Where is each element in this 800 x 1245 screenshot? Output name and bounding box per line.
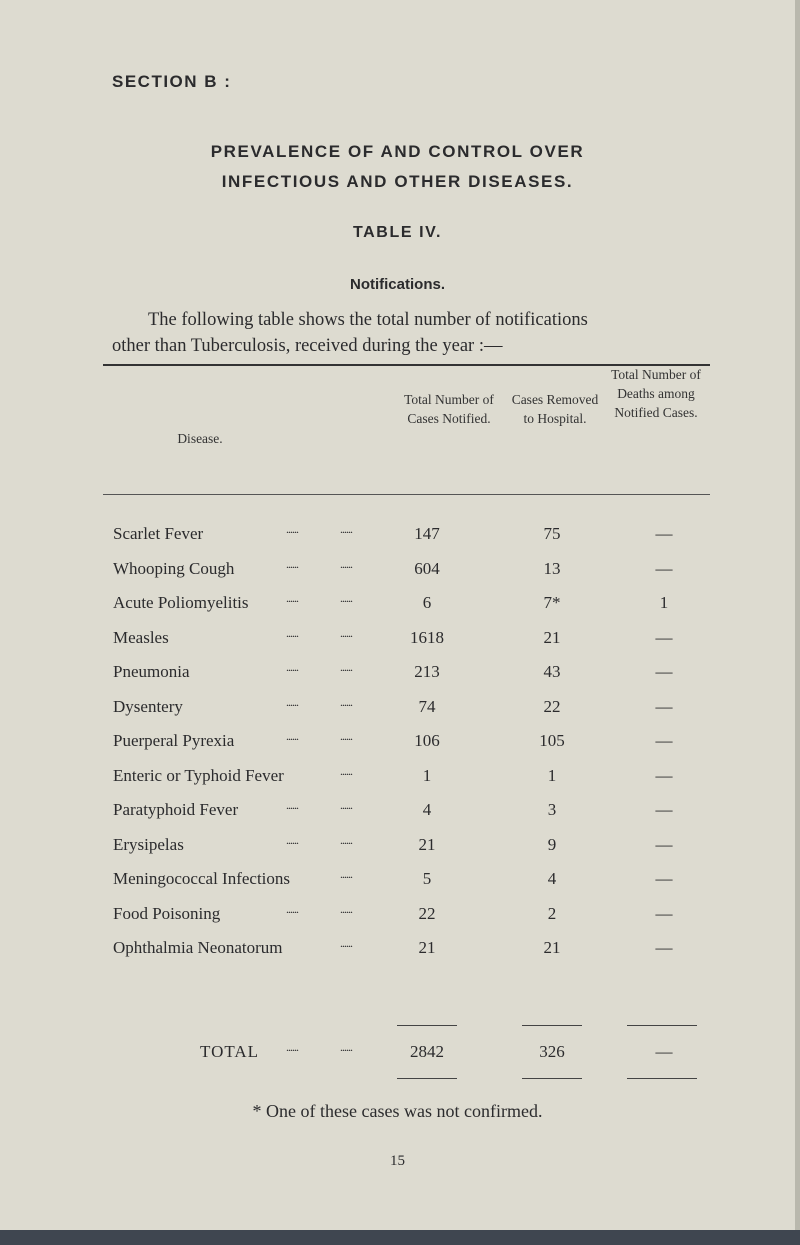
disease-name: Erysipelas xyxy=(113,834,184,854)
disease-name: Food Poisoning xyxy=(113,903,221,923)
cases-notified: 21 xyxy=(418,938,436,957)
table-title: TABLE IV. xyxy=(352,224,443,241)
table-row xyxy=(0,763,795,794)
cases-removed: 43 xyxy=(543,662,561,681)
leader-dots: ...... xyxy=(340,798,352,812)
cases-notified: 147 xyxy=(414,524,440,543)
cases-notified: 5 xyxy=(422,869,432,888)
leader-dots: ...... xyxy=(340,660,352,674)
leader-dots: ...... xyxy=(340,867,352,881)
table-row xyxy=(0,901,795,932)
main-heading-line-2: INFECTIOUS AND OTHER DISEASES. xyxy=(221,172,574,191)
page-edge xyxy=(795,0,800,1245)
leader-dots: ...... xyxy=(340,556,352,571)
table-row xyxy=(0,593,795,621)
total-notified: 2842 xyxy=(410,1042,444,1061)
disease-name: Paratyphoid Fever xyxy=(113,800,239,819)
disease-name: Enteric or Typhoid Fever xyxy=(113,765,284,785)
leader-dots: ...... xyxy=(286,660,298,674)
table-row xyxy=(0,556,795,587)
deaths: — xyxy=(655,731,673,750)
deaths: — xyxy=(655,938,673,957)
deaths: — xyxy=(655,558,673,578)
leader-dots: ...... xyxy=(286,1040,298,1054)
deaths: — xyxy=(655,696,673,716)
deaths: — xyxy=(655,627,673,647)
cases-notified: 6 xyxy=(422,593,432,612)
table-row xyxy=(0,625,795,656)
leader-dots: ...... xyxy=(286,798,298,812)
table-row xyxy=(0,694,795,725)
leader-dots: ...... xyxy=(286,901,298,916)
table-row xyxy=(0,938,795,966)
total-removed: 326 xyxy=(539,1042,565,1061)
intro-line-2: other than Tuberculosis, received during the year :— xyxy=(112,336,503,356)
cases-removed: 21 xyxy=(543,627,561,647)
leader-dots: ...... xyxy=(340,522,352,536)
deaths: — xyxy=(655,869,673,888)
leader-dots: ...... xyxy=(286,591,298,605)
cases-removed: 1 xyxy=(547,765,557,785)
column-header-disease: Disease. xyxy=(177,431,223,446)
disease-name: Scarlet Fever xyxy=(113,524,204,543)
cases-notified: 604 xyxy=(414,558,440,578)
leader-dots: ...... xyxy=(340,901,352,916)
sum-rule-removed xyxy=(522,1025,582,1026)
leader-dots: ...... xyxy=(340,1040,352,1054)
cases-removed: 105 xyxy=(539,731,565,750)
cases-removed: 21 xyxy=(543,938,561,957)
deaths: — xyxy=(655,903,673,923)
deaths: — xyxy=(655,800,673,819)
sum-rule-notified-bottom xyxy=(397,1078,457,1079)
sum-rule-removed-bottom xyxy=(522,1078,582,1079)
sum-rule-notified xyxy=(397,1025,457,1026)
leader-dots: ...... xyxy=(340,591,352,605)
cases-notified: 213 xyxy=(414,662,440,681)
cases-removed: 2 xyxy=(547,903,557,923)
disease-name: Ophthalmia Neonatorum xyxy=(113,938,283,957)
cases-notified: 4 xyxy=(422,800,432,819)
cases-notified: 74 xyxy=(418,696,436,716)
table-row xyxy=(0,800,795,828)
column-header-removed: Cases Removed to Hospital. xyxy=(511,392,599,426)
disease-name: Dysentery xyxy=(113,696,183,716)
leader-dots: ...... xyxy=(286,522,298,536)
disease-name: Acute Poliomyelitis xyxy=(113,593,249,612)
cases-notified: 1618 xyxy=(410,627,444,647)
scan-border xyxy=(0,1230,800,1245)
leader-dots: ...... xyxy=(340,729,352,743)
disease-name: Pneumonia xyxy=(113,662,190,681)
cases-notified: 1 xyxy=(422,765,432,785)
deaths: 1 xyxy=(659,593,669,612)
table-row xyxy=(0,662,795,690)
cases-removed: 7* xyxy=(543,593,561,612)
disease-name: Whooping Cough xyxy=(113,558,235,578)
intro-paragraph xyxy=(112,307,712,359)
sum-rule-deaths-bottom xyxy=(627,1078,697,1079)
leader-dots: ...... xyxy=(340,694,352,709)
sum-rule-deaths xyxy=(627,1025,697,1026)
disease-name: Meningococcal Infections xyxy=(113,869,291,888)
main-heading-line-1: PREVALENCE OF AND CONTROL OVER xyxy=(210,142,585,161)
cases-notified: 22 xyxy=(418,903,436,923)
deaths: — xyxy=(655,524,673,543)
cases-removed: 9 xyxy=(547,834,557,854)
cases-removed: 4 xyxy=(547,869,557,888)
column-header-total-notified: Total Number of Cases Notified. xyxy=(404,392,494,426)
cases-removed: 75 xyxy=(543,524,561,543)
leader-dots: ...... xyxy=(286,729,298,743)
deaths: — xyxy=(655,662,673,681)
leader-dots: ...... xyxy=(286,694,298,709)
disease-name: Puerperal Pyrexia xyxy=(113,731,235,750)
cases-removed: 13 xyxy=(543,558,561,578)
page-number: 15 xyxy=(390,1153,405,1169)
disease-name: Measles xyxy=(113,627,169,647)
table-row xyxy=(0,731,795,759)
leader-dots: ...... xyxy=(286,625,298,640)
leader-dots: ...... xyxy=(286,832,298,847)
footnote: * One of these cases was not confirmed. xyxy=(252,1101,543,1121)
deaths: — xyxy=(655,834,673,854)
table-row xyxy=(0,832,795,863)
leader-dots: ...... xyxy=(286,556,298,571)
leader-dots: ...... xyxy=(340,936,352,950)
cases-notified: 21 xyxy=(418,834,436,854)
total-label: TOTAL xyxy=(200,1042,260,1061)
total-deaths: — xyxy=(655,1042,673,1061)
total-row xyxy=(0,1042,795,1070)
table-row xyxy=(0,524,795,552)
table-header-rule xyxy=(103,494,710,495)
cases-removed: 3 xyxy=(547,800,557,819)
intro-line-1: The following table shows the total number of notifications xyxy=(148,310,588,330)
section-label: SECTION B : xyxy=(112,72,232,91)
subtitle: Notifications. xyxy=(349,276,445,293)
leader-dots: ...... xyxy=(340,763,352,778)
cases-notified: 106 xyxy=(414,731,440,750)
leader-dots: ...... xyxy=(340,832,352,847)
cases-removed: 22 xyxy=(543,696,561,716)
column-header-deaths: Total Number of Deaths among Notified Cases. xyxy=(611,367,701,420)
deaths: — xyxy=(655,765,673,785)
leader-dots: ...... xyxy=(340,625,352,640)
table-row xyxy=(0,869,795,897)
